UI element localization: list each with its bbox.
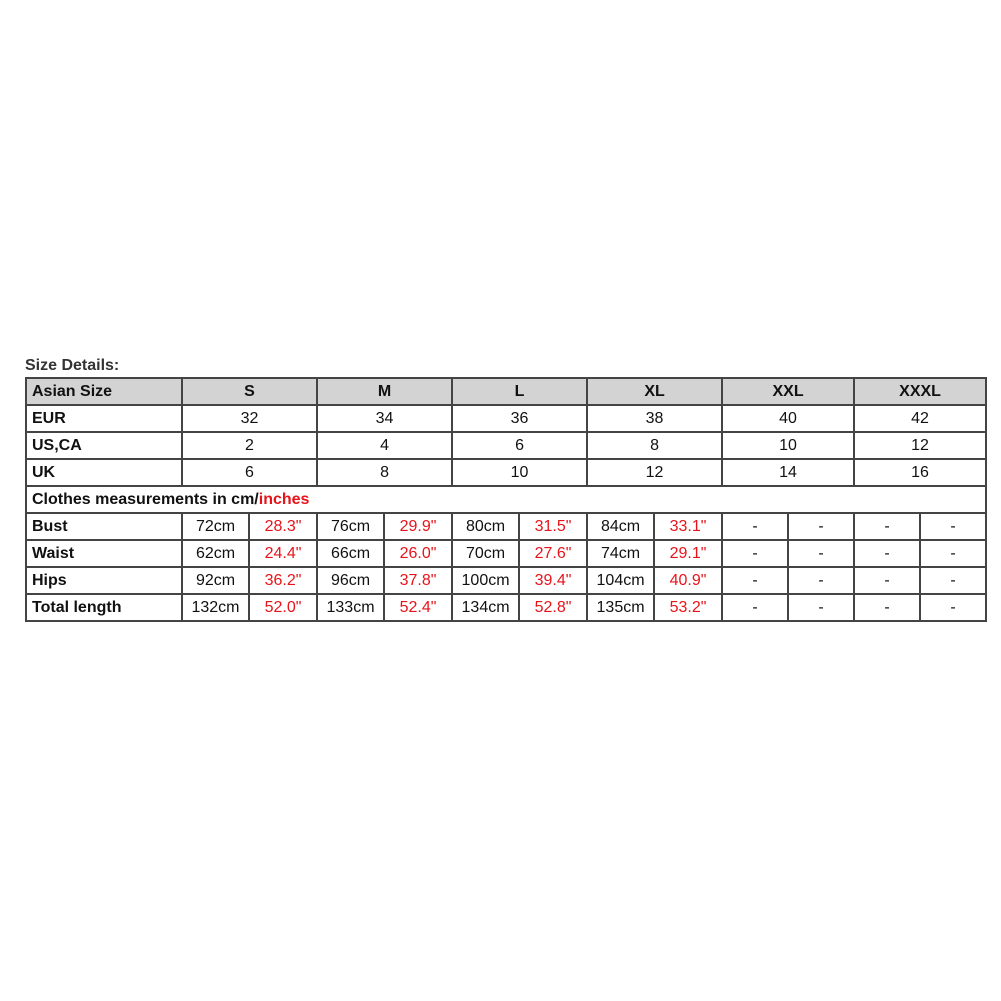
- inch-cell: 39.4": [519, 567, 587, 594]
- cm-cell: 72cm: [182, 513, 249, 540]
- cell: 8: [317, 459, 452, 486]
- cell: 6: [182, 459, 317, 486]
- cm-cell: 133cm: [317, 594, 384, 621]
- size-header: L: [452, 378, 587, 405]
- inch-cell: -: [788, 513, 854, 540]
- section-highlight: inches: [258, 490, 310, 508]
- cell: 2: [182, 432, 317, 459]
- row-label: US,CA: [26, 432, 182, 459]
- cell: 10: [452, 459, 587, 486]
- inch-cell: -: [788, 594, 854, 621]
- size-details: [25, 355, 985, 622]
- inch-cell: 26.0": [384, 540, 452, 567]
- cell: 4: [317, 432, 452, 459]
- cm-cell: 84cm: [587, 513, 654, 540]
- inch-cell: -: [920, 540, 986, 567]
- inch-cell: -: [788, 567, 854, 594]
- cell: 36: [452, 405, 587, 432]
- inch-cell: -: [920, 594, 986, 621]
- size-table: [25, 377, 987, 622]
- inch-cell: 53.2": [654, 594, 722, 621]
- inch-cell: 52.4": [384, 594, 452, 621]
- cell: 14: [722, 459, 854, 486]
- inch-cell: -: [788, 540, 854, 567]
- inch-cell: 29.9": [384, 513, 452, 540]
- cell: 12: [587, 459, 722, 486]
- cell: 10: [722, 432, 854, 459]
- cell: 12: [854, 432, 986, 459]
- cell: 38: [587, 405, 722, 432]
- cm-cell: 104cm: [587, 567, 654, 594]
- cm-cell: 76cm: [317, 513, 384, 540]
- cm-cell: -: [722, 513, 788, 540]
- inch-cell: -: [920, 567, 986, 594]
- cell: 32: [182, 405, 317, 432]
- cm-cell: 96cm: [317, 567, 384, 594]
- conversion-row: [26, 432, 986, 459]
- cell: 42: [854, 405, 986, 432]
- cm-cell: -: [854, 540, 920, 567]
- cm-cell: 92cm: [182, 567, 249, 594]
- section-row: [26, 486, 986, 513]
- cm-cell: -: [722, 567, 788, 594]
- size-header: M: [317, 378, 452, 405]
- cell: 34: [317, 405, 452, 432]
- cell: 16: [854, 459, 986, 486]
- inch-cell: 33.1": [654, 513, 722, 540]
- cm-cell: 74cm: [587, 540, 654, 567]
- cell: 6: [452, 432, 587, 459]
- section-prefix: Clothes measurements in cm/: [32, 490, 259, 508]
- size-header: XXL: [722, 378, 854, 405]
- cell: 40: [722, 405, 854, 432]
- cm-cell: 134cm: [452, 594, 519, 621]
- cm-cell: 135cm: [587, 594, 654, 621]
- cm-cell: 62cm: [182, 540, 249, 567]
- row-label: UK: [26, 459, 182, 486]
- size-header: S: [182, 378, 317, 405]
- page-title: Size Details:: [25, 357, 120, 374]
- inch-cell: 29.1": [654, 540, 722, 567]
- measurement-row: [26, 594, 986, 621]
- inch-cell: 24.4": [249, 540, 317, 567]
- inch-cell: 40.9": [654, 567, 722, 594]
- cell: 8: [587, 432, 722, 459]
- inch-cell: 52.8": [519, 594, 587, 621]
- cm-cell: 80cm: [452, 513, 519, 540]
- conversion-row: [26, 459, 986, 486]
- inch-cell: 27.6": [519, 540, 587, 567]
- inch-cell: 31.5": [519, 513, 587, 540]
- section-heading: [26, 486, 986, 513]
- cm-cell: 132cm: [182, 594, 249, 621]
- cm-cell: 66cm: [317, 540, 384, 567]
- inch-cell: 52.0": [249, 594, 317, 621]
- measurement-row: [26, 567, 986, 594]
- size-header: XL: [587, 378, 722, 405]
- cm-cell: 100cm: [452, 567, 519, 594]
- measurement-row: [26, 540, 986, 567]
- header-row: [26, 378, 986, 405]
- row-label: Bust: [26, 513, 182, 540]
- cm-cell: -: [722, 594, 788, 621]
- measurement-row: [26, 513, 986, 540]
- inch-cell: 37.8": [384, 567, 452, 594]
- row-label: EUR: [26, 405, 182, 432]
- cm-cell: -: [854, 567, 920, 594]
- row-label: Waist: [26, 540, 182, 567]
- inch-cell: 36.2": [249, 567, 317, 594]
- row-label: Hips: [26, 567, 182, 594]
- size-header: XXXL: [854, 378, 986, 405]
- cm-cell: -: [854, 594, 920, 621]
- inch-cell: 28.3": [249, 513, 317, 540]
- header-label: Asian Size: [26, 378, 182, 405]
- cm-cell: -: [722, 540, 788, 567]
- cm-cell: 70cm: [452, 540, 519, 567]
- cm-cell: -: [854, 513, 920, 540]
- row-label: Total length: [26, 594, 182, 621]
- conversion-row: [26, 405, 986, 432]
- inch-cell: -: [920, 513, 986, 540]
